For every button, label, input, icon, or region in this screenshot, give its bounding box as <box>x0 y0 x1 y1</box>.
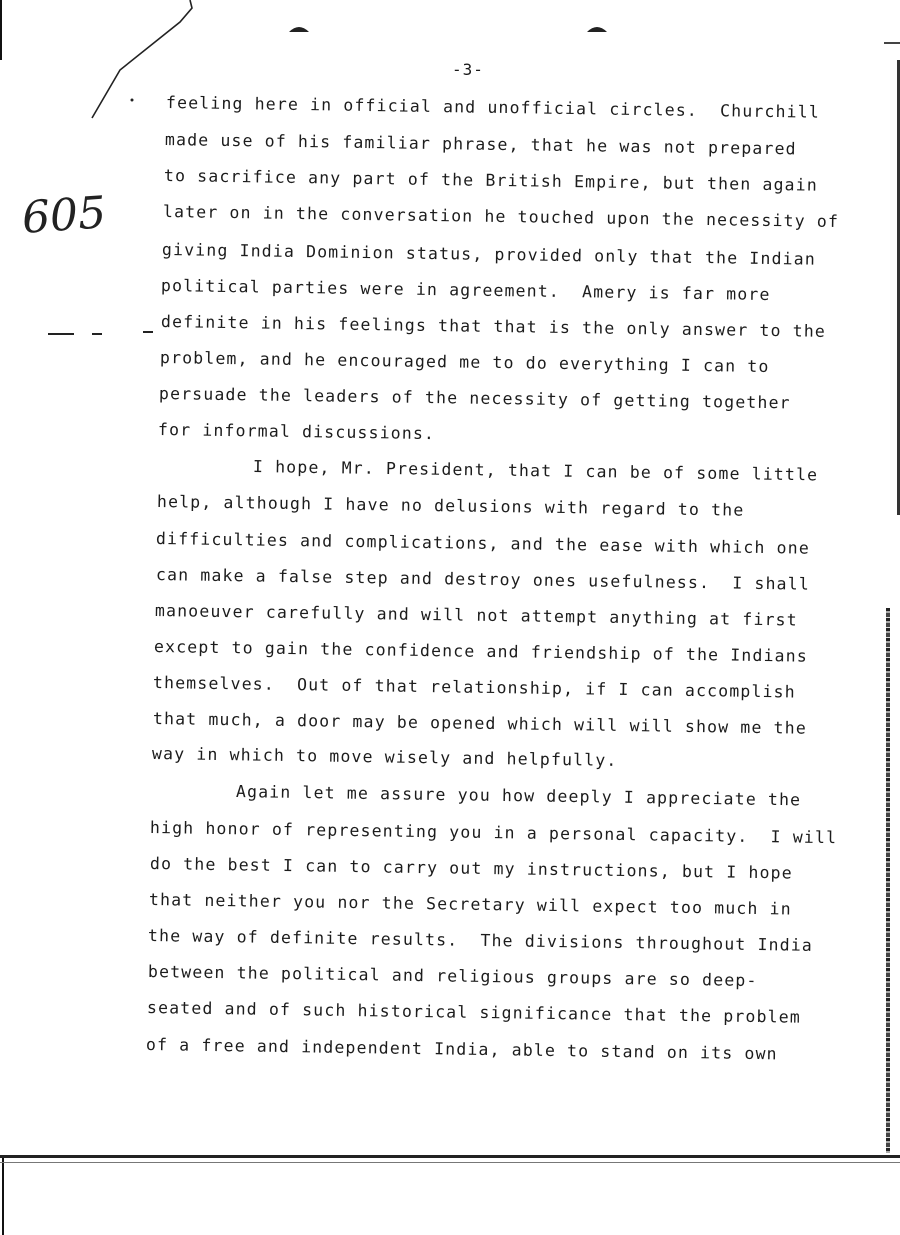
text-line: problem, and he encouraged me to do everything I can to <box>159 348 770 377</box>
text-line: giving India Dominion status, provided only that the Indian <box>161 240 817 269</box>
text-line: high honor of representing you in a personal capacity. I will <box>149 818 838 848</box>
handwritten-annotation: 605 <box>20 187 108 244</box>
scan-edge-left-bottom <box>2 1158 4 1235</box>
text-line: between the political and religious groups are so deep- <box>147 962 758 991</box>
text-line: help, although I have no delusions with regard to the <box>156 492 745 520</box>
text-line: manoeuver carefully and will not attempt anything at first <box>154 601 798 630</box>
text-line: for informal discussions. <box>157 420 436 444</box>
text-line: way in which to move wisely and helpfully. <box>151 744 618 770</box>
scan-right-edge-bottom <box>886 608 890 1153</box>
text-line: that much, a door may be opened which will will show me the <box>152 709 808 738</box>
text-line: that neither you nor the Secretary will expect too much in <box>148 890 792 919</box>
text-line: themselves. Out of that relationship, if I can accomplish <box>152 673 796 702</box>
punch-hole-mark-right <box>586 24 608 34</box>
scan-bottom-rule <box>0 1155 900 1158</box>
page-number: -3- <box>452 60 484 79</box>
text-line: persuade the leaders of the necessity of getting together <box>158 384 791 413</box>
text-line: the way of definite results. The divisions throughout India <box>147 926 814 955</box>
punch-hole-mark-left <box>288 24 310 34</box>
text-line: can make a false step and destroy ones usefulness. I shall <box>155 565 811 594</box>
text-line: later on in the conversation he touched upon the necessity of <box>162 202 840 232</box>
text-line: made use of his familiar phrase, that he was not prepared <box>164 130 797 159</box>
text-line: seated and of such historical significance that the problem <box>146 998 802 1027</box>
text-line: definite in his feelings that that is the only answer to the <box>160 312 827 341</box>
text-line: political parties were in agreement. Amery is far more <box>160 276 771 305</box>
text-line: difficulties and complications, and the ease with which one <box>155 529 811 558</box>
text-line: I hope, Mr. President, that I can be of some little <box>252 457 819 485</box>
text-line: do the best I can to carry out my instructions, but I hope <box>149 854 793 883</box>
text-line: feeling here in official and unofficial circles. Churchill <box>165 93 821 122</box>
margin-dash-2 <box>92 333 102 335</box>
text-line: to sacrifice any part of the British Empire, but then again <box>163 166 819 195</box>
text-line: Again let me assure you how deeply I appreciate the <box>235 782 802 810</box>
margin-dash-3 <box>143 331 153 333</box>
text-line: except to gain the confidence and friendship of the Indians <box>153 637 809 666</box>
scan-bottom-rule-thin <box>0 1162 900 1163</box>
margin-dash-1 <box>48 333 74 335</box>
text-line: of a free and independent India, able to stand on its own <box>145 1035 778 1064</box>
scan-right-tick <box>884 42 900 44</box>
